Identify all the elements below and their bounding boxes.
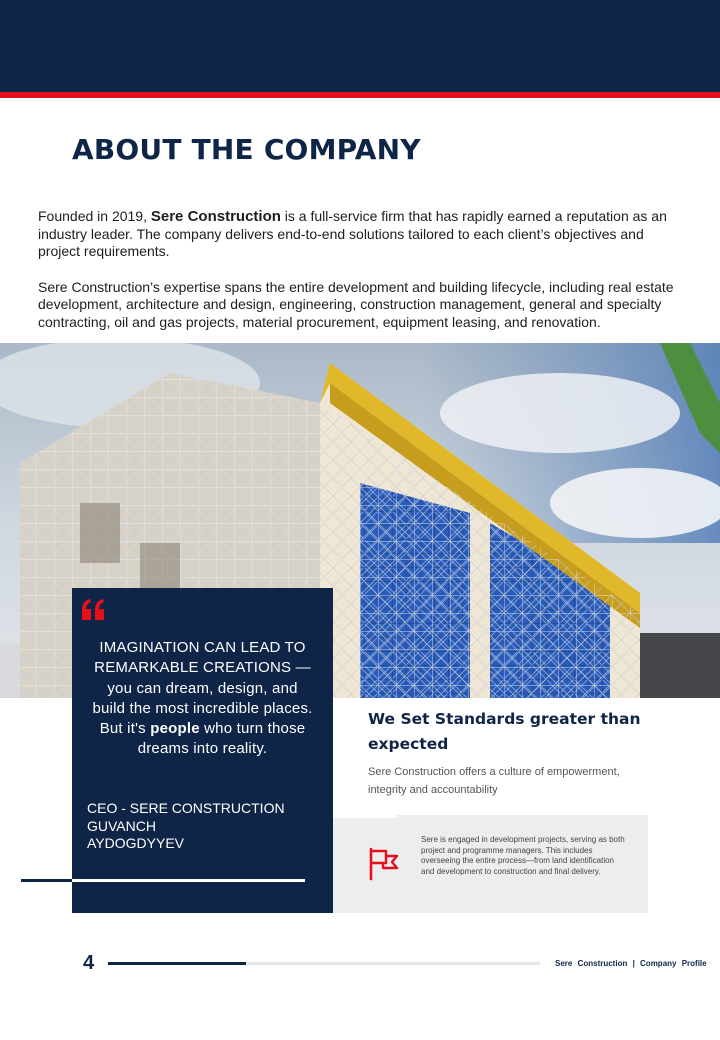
intro-paragraph-1 (38, 208, 686, 261)
header-red-stripe (0, 92, 720, 98)
intro-text (38, 208, 686, 349)
title-bold: COMPANY (263, 133, 421, 166)
intro-paragraph-2: Sere Construction’s expertise spans the entire development and building lifecycle, including real estate development, architecture and design, engineering, construction management, general and specialty contracting, oil and gas projects, material procurement, equipment leasing, and renovation. (38, 278, 674, 330)
footer-progress-fill (108, 962, 246, 965)
quote-part-1: IMAGINATION CAN LEAD TO REMARKABLE CREATIONS — you can dream, design, and build the most incredible places. But it's (92, 639, 313, 738)
flag-icon (368, 847, 400, 881)
signature-title: CEO - SERE CONSTRUCTION (87, 800, 285, 816)
info-panel-accent (333, 815, 396, 818)
quote-divider-accent (21, 879, 72, 882)
page-number: 4 (83, 952, 95, 974)
intro-lead: Founded in 2019, (38, 208, 151, 224)
quote-icon (80, 598, 106, 622)
quote-emphasis: people (150, 720, 200, 738)
standards-title: We Set Standards greater than expected (368, 710, 641, 753)
brand-name: Sere Construction (150, 208, 281, 225)
signature-last-name: AYDOGDYYEV (87, 835, 184, 851)
title-light: ABOUT THE (72, 133, 264, 166)
standards-description: Sere Construction offers a culture of empowerment, integrity and accountability (368, 766, 620, 796)
quote-text (90, 638, 315, 760)
page-title (72, 133, 421, 166)
signature-first-name: GUVANCH (87, 817, 156, 834)
info-text: Sere is engaged in development projects, serving as both project and programme managers. This includes overseeing the entire process—from land identification and development to construction and final delivery. (421, 835, 625, 876)
header-band (0, 0, 720, 92)
quote-signature (87, 800, 285, 853)
quote-part-2: who turn those dreams into reality. (137, 720, 306, 758)
intro-rest: is a full-service firm that has rapidly earned a reputation as an industry leader. The company delivers end-to-end solutions tailored to each client’s objectives and project requirements. (38, 208, 667, 259)
quote-card (72, 588, 333, 913)
footer-label: Sere Construction | Company Profile (555, 959, 707, 968)
